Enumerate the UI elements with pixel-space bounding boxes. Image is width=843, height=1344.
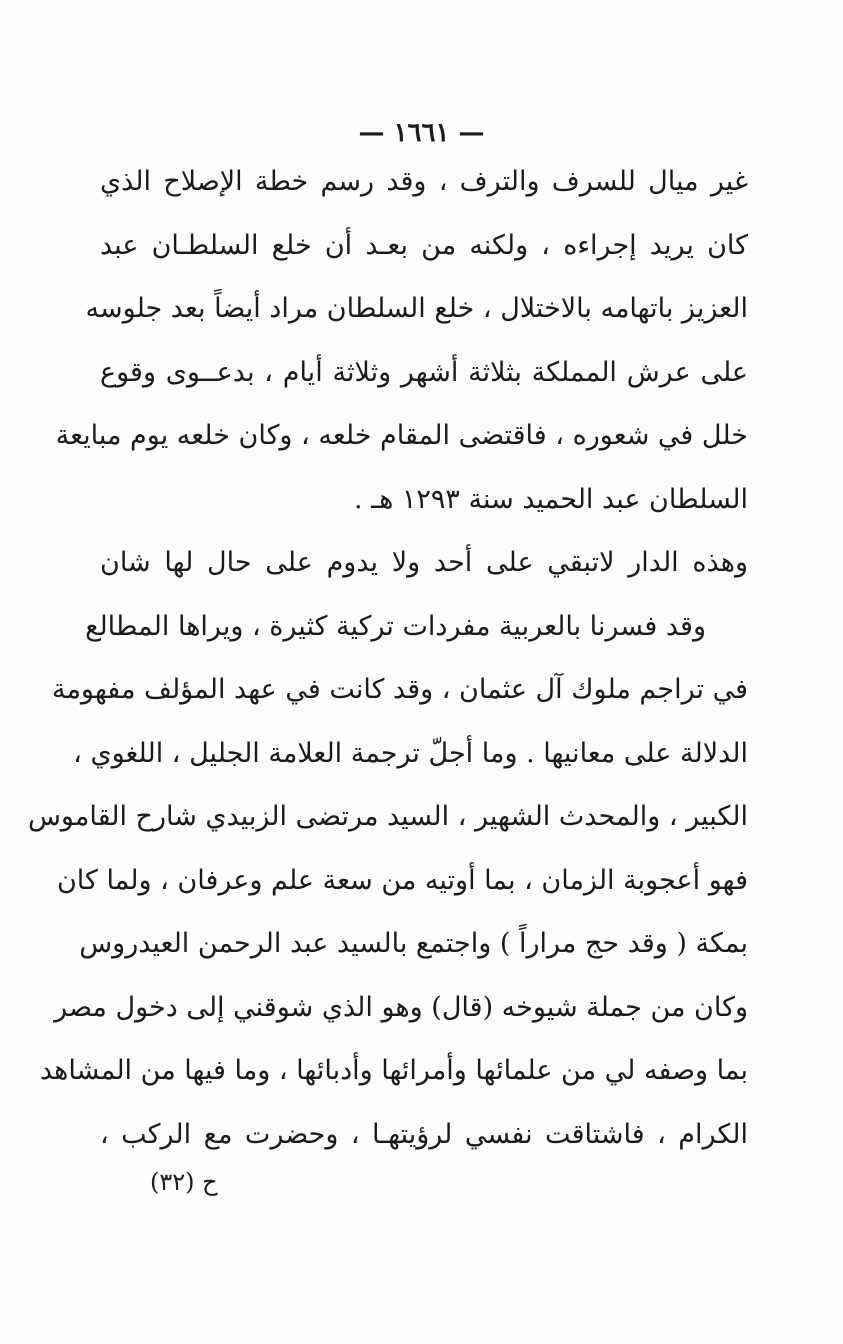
signature-mark: ح (٣٢) bbox=[150, 1168, 218, 1196]
page-number: — ١٦٦١ — bbox=[358, 118, 485, 148]
text-line: فهو أعجوبة الزمان ، بما أوتيه من سعة علم وعرفان ، ولما كان bbox=[56, 864, 748, 896]
text-line: غير ميال للسرف والترف ، وقد رسم خطة الإصلاح الذي bbox=[100, 166, 748, 197]
text-line: بمكة ( وقد حج مراراً ) واجتمع بالسيد عبد الرحمن العيدروس bbox=[79, 928, 748, 959]
text-line: في تراجم ملوك آل عثمان ، وقد كانت في عهد المؤلف مفهومة bbox=[51, 674, 748, 705]
text-line: السلطان عبد الحميد سنة ١٢٩٣ هـ . bbox=[354, 483, 748, 515]
text-line: وكان من جملة شيوخه (قال) وهو الذي شوقني إلى دخول مصر bbox=[54, 991, 748, 1023]
text-line: وقد فسرنا بالعربية مفردات تركية كثيرة ، ويراها المطالع bbox=[85, 610, 706, 642]
text-line: خلل في شعوره ، فاقتضى المقام خلعه ، وكان خلعه يوم مبايعة bbox=[55, 420, 748, 451]
text-line: الدلالة على معانيها . وما أجلّ ترجمة العلامة الجليل ، اللغوي ، bbox=[73, 737, 748, 769]
text-line: بما وصفه لي من علمائها وأمرائها وأدبائها ، وما فيها من المشاهد bbox=[40, 1055, 748, 1086]
body-text bbox=[27, 150, 748, 1166]
text-line: العزيز باتهامه بالاختلال ، خلع السلطان مراد أيضاً بعد جلوسه bbox=[85, 293, 748, 324]
text-line: على عرش المملكة بثلاثة أشهر وثلاثة أيام ، بدعــوى وقوع bbox=[100, 356, 748, 388]
text-line: كان يريد إجراءه ، ولكنه من بعـد أن خلع السلطـان عبد bbox=[100, 229, 748, 261]
poetry-verse: وهذه الدار لاتبقي على أحد ولا يدوم على حال لها شان bbox=[100, 547, 748, 578]
text-line: الكرام ، فاشتاقت نفسي لرؤيتهـا ، وحضرت مع الركب ، bbox=[100, 1118, 748, 1150]
text-line: الكبير ، والمحدث الشهير ، السيد مرتضى الزبيدي شارح القاموس bbox=[27, 801, 748, 832]
